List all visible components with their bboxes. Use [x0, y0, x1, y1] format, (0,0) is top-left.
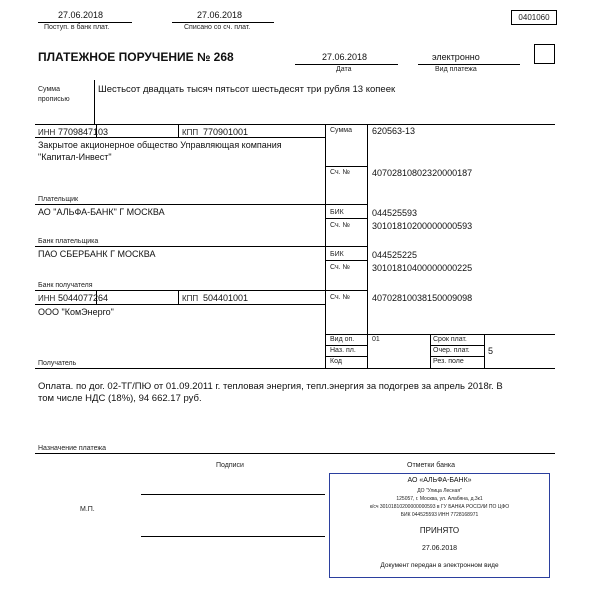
payee-bank-bik: 044525225 — [372, 250, 418, 260]
divider — [295, 64, 398, 65]
payee-name: ООО "КомЭнерго" — [38, 307, 114, 317]
divider — [35, 290, 367, 291]
bank-marks-label: Отметки банка — [407, 462, 455, 469]
signature-line-1 — [141, 494, 325, 495]
payee-kpp: 504401001 — [203, 293, 249, 303]
debited-date: 27.06.2018 — [197, 10, 243, 20]
amount-label: Сумма — [330, 127, 352, 134]
payee-inn-label: ИНН — [38, 294, 56, 303]
amount-words: Шестьсот двадцать тысяч пятьсот шестьдесят три рубля 13 копеек — [98, 84, 396, 95]
divider — [172, 22, 274, 23]
divider — [418, 64, 520, 65]
payer-account: 40702810802320000187 — [372, 168, 473, 178]
date-label: Дата — [336, 66, 352, 73]
divider — [430, 345, 484, 346]
payee-bank-name: ПАО СБЕРБАНК Г МОСКВА — [38, 249, 156, 259]
form-code-box — [511, 10, 557, 25]
payer-name-2: "Капитал-Инвест" — [38, 152, 112, 162]
payer-bank-name: АО "АЛЬФА-БАНК" Г МОСКВА — [38, 207, 165, 217]
mp-label: М.П. — [80, 506, 95, 513]
divider — [484, 334, 485, 368]
divider — [35, 368, 555, 369]
checkbox-box — [534, 44, 555, 64]
purpose-label: Назначение платежа — [38, 445, 106, 452]
divider — [94, 80, 95, 124]
received-date: 27.06.2018 — [58, 10, 104, 20]
stamp-bik-inn: БИК 044525593 ИНН 7728168971 — [400, 512, 479, 518]
payee-bank-bik-label: БИК — [330, 251, 344, 258]
payee-bank-acc: 30101810400000000225 — [372, 263, 473, 273]
divider — [325, 260, 367, 261]
code-label: Код — [330, 358, 342, 365]
stamp-branch: ДО "Улица Лесная" — [417, 488, 462, 494]
payment-type: электронно — [432, 52, 480, 62]
payee-bank-acc-label: Сч. № — [330, 264, 351, 271]
payer-bank-label: Банк плательщика — [38, 238, 99, 245]
amount-value: 620563-13 — [372, 126, 416, 136]
op-type: 01 — [372, 336, 380, 343]
priority-label: Очер. плат. — [433, 347, 470, 354]
divider — [35, 124, 555, 125]
payment-type-label: Вид платежа — [435, 66, 477, 73]
stamp-date: 27.06.2018 — [421, 545, 458, 552]
divider — [178, 124, 179, 137]
payee-label: Получатель — [38, 360, 77, 367]
received-label: Поступ. в банк плат. — [44, 24, 110, 31]
order-date: 27.06.2018 — [322, 52, 368, 62]
amount-words-label-1: Сумма — [38, 86, 60, 93]
divider — [178, 290, 179, 304]
divider — [35, 453, 555, 454]
stamp-bank: АО «АЛЬФА-БАНК» — [407, 477, 472, 484]
stamp-status: ПРИНЯТО — [419, 526, 460, 535]
purpose-code-label: Наз. пл. — [330, 347, 356, 354]
priority: 5 — [488, 346, 494, 356]
payee-acc: 40702810038150009098 — [372, 293, 473, 303]
stamp-address: 125057, г. Москва, ул. Алабяна, д.3к1 — [396, 496, 483, 502]
purpose-line-2: том числе НДС (18%), 94 662.17 руб. — [38, 393, 202, 404]
purpose-line-1: Оплата. по дог. 02-ТГ/ПЮ от 01.09.2011 г. тепловая энергия, тепл.энергия за подогрев за апрель 2018г. В — [38, 381, 503, 392]
divider — [325, 356, 367, 357]
payer-account-label: Сч. № — [330, 169, 351, 176]
bank-stamp — [329, 473, 550, 578]
payer-inn: 7709847103 — [58, 127, 109, 137]
payer-bank-acc: 30101810200000000593 — [372, 221, 473, 231]
signatures-label: Подписи — [216, 462, 244, 469]
payer-inn-label: ИНН — [38, 128, 56, 137]
stamp-corr-account: к/сч 30101810200000000593 в ГУ БАНКА РОССИИ ПО ЦФО — [369, 504, 510, 510]
amount-words-label-2: прописью — [38, 96, 70, 103]
payer-label: Плательщик — [38, 196, 79, 203]
divider — [35, 137, 325, 138]
divider — [325, 345, 367, 346]
term-label: Срок плат. — [433, 336, 467, 343]
payee-bank-label: Банк получателя — [38, 282, 93, 289]
stamp-footer: Документ передан в электронном виде — [380, 562, 499, 569]
payer-bank-acc-label: Сч. № — [330, 222, 351, 229]
payer-kpp-label: КПП — [182, 128, 199, 137]
divider — [35, 246, 367, 247]
divider — [325, 218, 367, 219]
divider — [430, 334, 431, 368]
payee-kpp-label: КПП — [182, 294, 199, 303]
divider — [325, 334, 555, 335]
signature-line-2 — [141, 536, 325, 537]
divider — [325, 166, 367, 167]
form-code: 0401060 — [518, 13, 550, 22]
divider — [35, 204, 367, 205]
page-title: ПЛАТЕЖНОЕ ПОРУЧЕНИЕ № 268 — [38, 50, 234, 64]
divider — [38, 22, 132, 23]
payer-kpp: 770901001 — [203, 127, 249, 137]
divider — [35, 304, 325, 305]
reserve-label: Рез. поле — [433, 358, 464, 365]
debited-label: Списано со сч. плат. — [184, 24, 251, 31]
divider — [430, 356, 484, 357]
op-type-label: Вид оп. — [330, 336, 355, 343]
payer-bank-bik: 044525593 — [372, 208, 418, 218]
payer-bank-bik-label: БИК — [330, 209, 344, 216]
divider — [367, 124, 368, 368]
payee-inn: 5044077264 — [58, 293, 109, 303]
payer-name-1: Закрытое акционерное общество Управляющая компания — [38, 140, 282, 150]
payee-acc-label: Сч. № — [330, 294, 351, 301]
